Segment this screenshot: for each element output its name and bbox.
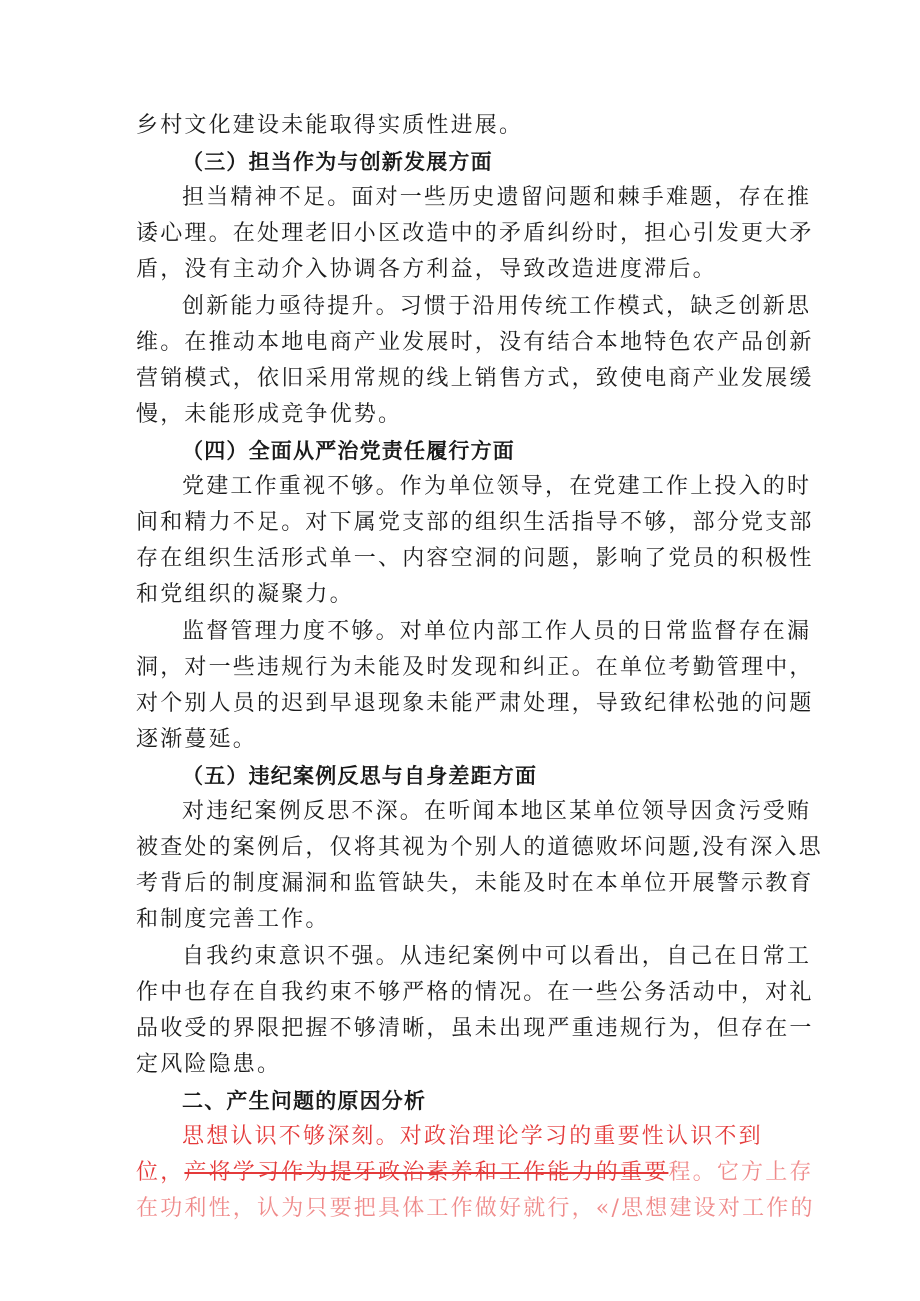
tracked-change-line	[136, 1158, 814, 1188]
paragraph-line: 考背后的制度漏洞和监管缺失，未能及时在本单位开展警示教育	[136, 871, 814, 896]
inserted-text: 位，	[136, 1160, 185, 1185]
paragraph-line: 营销模式，依旧采用常规的线上销售方式，致使电商产业发展缓	[136, 366, 814, 391]
paragraph-line: 作中也存在自我约束不够严格的情况。在一些公务活动中，对礼	[136, 980, 814, 1005]
paragraph-line: 维。在推动本地电商产业发展时，没有结合本地特色农产品创新	[136, 330, 814, 355]
paragraph-line: 对违纪案例反思不深。在听闻本地区某单位领导因贪污受贿	[182, 799, 812, 824]
paragraph-line: 诿心理。在处理老旧小区改造中的矛盾纠纷时，担心引发更大矛	[136, 221, 814, 246]
tracked-change-line: 思想认识不够深刻。对政治理论学习的重要性认识不到	[182, 1124, 763, 1149]
paragraph-line: 定风险隐患。	[136, 1052, 282, 1077]
paragraph-line: 间和精力不足。对下属党支部的组织生活指导不够，部分党支部	[136, 510, 814, 535]
paragraph-line: 和党组织的凝聚力。	[136, 582, 354, 607]
paragraph-line: 创新能力亟待提升。习惯于沿用传统工作模式，缺乏创新思	[182, 294, 812, 319]
paragraph-line: 乡村文化建设未能取得实质性进展。	[136, 113, 524, 138]
paragraph-line: 和制度完善工作。	[136, 907, 330, 932]
paragraph-line: 担当精神不足。面对一些历史遗留问题和棘手难题，存在推	[182, 185, 812, 210]
section-heading-5: （五）违纪案例反思与自身差距方面	[182, 764, 538, 788]
paragraph-line: 自我约束意识不强。从违纪案例中可以看出，自己在日常工	[182, 944, 812, 969]
paragraph-line: 被查处的案例后，仅将其视为个别人的道德败坏问题,没有深入思	[136, 835, 823, 860]
inserted-text: 程。它方上存	[668, 1160, 814, 1185]
paragraph-line: 慢，未能形成竞争优势。	[136, 402, 403, 427]
section-heading-cause-analysis: 二、产生问题的原因分析	[182, 1089, 427, 1113]
section-heading-3: （三）担当作为与创新发展方面	[182, 150, 493, 174]
tracked-change-line: 在功利性，认为只要把具体工作做好就行，«/思想建设对工作的	[136, 1196, 815, 1221]
paragraph-line: 存在组织生活形式单一、内容空洞的问题，影响了党员的积极性	[136, 546, 814, 571]
paragraph-line: 党建工作重视不够。作为单位领导，在党建工作上投入的时	[182, 474, 812, 499]
deleted-text: 产将学习作为提牙政治素养和工作能力的重要	[184, 1160, 669, 1185]
paragraph-line: 品收受的界限把握不够清晰，虽未出现严重违规行为，但存在一	[136, 1016, 814, 1041]
paragraph-line: 监督管理力度不够。对单位内部工作人员的日常监督存在漏	[182, 619, 812, 644]
paragraph-line: 盾，没有主动介入协调各方利益，导致改造进度滞后。	[136, 257, 717, 282]
paragraph-line: 洞，对一些违规行为未能及时发现和纠正。在单位考勤管理中，	[136, 655, 814, 680]
paragraph-line: 对个别人员的迟到早退现象未能严肃处理，导致纪律松弛的问题	[136, 691, 814, 716]
paragraph-line: 逐渐蔓延。	[136, 727, 258, 752]
section-heading-4: （四）全面从严治党责任履行方面	[182, 439, 515, 463]
